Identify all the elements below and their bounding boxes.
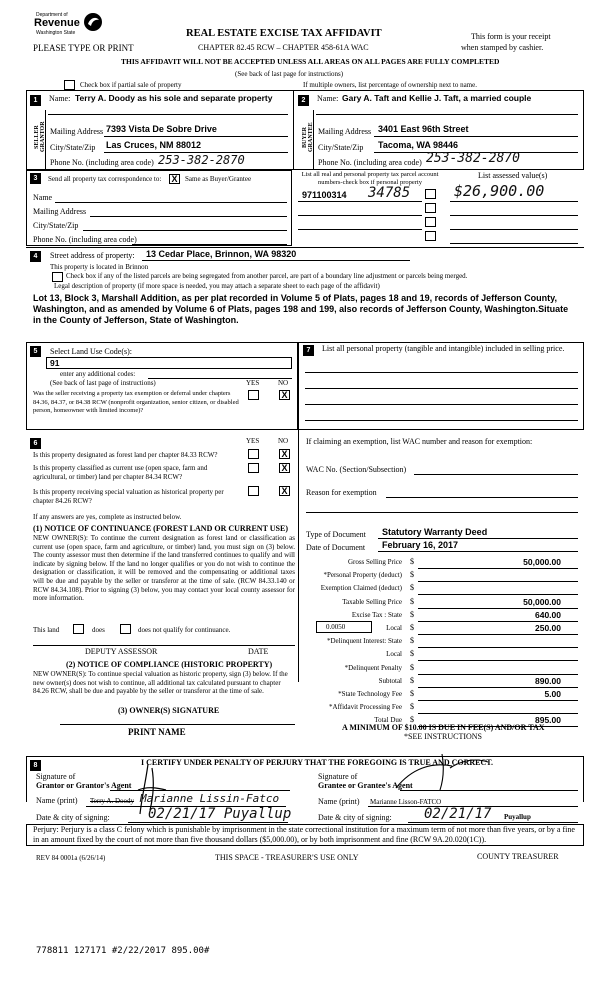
tax-row-dollar: $	[410, 676, 414, 685]
s6-yes: YES	[246, 437, 260, 445]
grantee-name-label: Name (print)	[318, 797, 360, 806]
seller-mailing[interactable]: 7393 Vista De Sobre Drive	[106, 124, 217, 134]
s5-no-checkbox[interactable]: X	[279, 390, 290, 400]
s6-q3-no[interactable]: X	[279, 486, 290, 496]
does-not-checkbox[interactable]	[120, 624, 131, 634]
local-rate: 0.0050	[326, 623, 346, 631]
doc-date[interactable]: February 16, 2017	[382, 540, 459, 550]
s6-no: NO	[278, 437, 289, 445]
s6-q2: Is this property classified as current use (open space, farm and agricultural, or timber) land per chapter 84.34 RCW?	[33, 464, 208, 481]
logo-line-1: Department of	[36, 12, 68, 18]
tax-row-dollar: $	[410, 702, 414, 711]
certify-statement: I CERTIFY UNDER PENALTY OF PERJURY THAT THE FOREGOING IS TRUE AND CORRECT.	[141, 758, 494, 767]
please-type: PLEASE TYPE OR PRINT	[33, 43, 134, 53]
legal-desc-label: Legal description of property (if more space is needed, you may attach a separate sheet to each page of the affidavit)	[54, 282, 380, 290]
tax-row-dollar: $	[410, 663, 414, 672]
tax-row-label: Excise Tax : State	[351, 611, 402, 619]
grantor-name-typed: Terry A. Doody	[90, 797, 135, 805]
land-use-code-field[interactable]	[46, 357, 292, 369]
tax-row-line	[418, 594, 578, 595]
s5-no: NO	[278, 379, 289, 387]
grantor-sig-label-2: Grantor or Grantor's Agent	[36, 781, 132, 790]
tax-row-label: *Affidavit Processing Fee	[329, 703, 402, 711]
seller-mailing-label: Mailing Address	[50, 127, 104, 136]
doc-type-label: Type of Document	[306, 530, 366, 539]
parcel-hand[interactable]: 34785	[368, 185, 411, 201]
logo-line-2: Revenue	[34, 17, 80, 29]
deputy-date: DATE	[248, 647, 269, 656]
section-3-number: 3	[30, 173, 41, 184]
tax-row-line	[418, 634, 578, 635]
grantee-sig-label-1: Signature of	[318, 772, 358, 781]
tax-row-dollar: $	[410, 623, 414, 632]
tax-row-dollar: $	[410, 597, 414, 606]
parcel-pp-checkbox-3[interactable]	[425, 217, 436, 227]
send-correspondence-label: Send all property tax correspondence to:	[48, 175, 162, 183]
seller-phone-label: Phone No. (including area code)	[50, 158, 154, 167]
section-2-number: 2	[298, 95, 309, 106]
section-5-number: 5	[30, 346, 41, 357]
s5-yes-checkbox[interactable]	[248, 390, 259, 400]
section-7-box	[298, 342, 584, 430]
cashier-stamp: 778811 127171 #2/22/2017 895.00#	[36, 946, 210, 956]
tax-row-line	[418, 713, 578, 714]
revenue-logo	[30, 8, 110, 42]
seller-name-label: Name:	[49, 94, 71, 103]
this-land-label: This land	[33, 626, 60, 634]
tax-row-label: Total Due	[374, 716, 402, 724]
s3-city-label: City/State/Zip	[33, 221, 79, 230]
tax-row-value[interactable]: 250.00	[535, 623, 561, 633]
tax-row-dollar: $	[410, 715, 414, 724]
tax-row-line	[418, 608, 578, 609]
tax-row-label: *State Technology Fee	[338, 690, 402, 698]
segregated-checkbox[interactable]	[52, 272, 63, 282]
s3-name-label: Name	[33, 193, 53, 202]
grantee-signature-icon	[392, 748, 492, 792]
personal-property-label: List all personal property (tangible and intangible) included in selling price.	[322, 344, 565, 353]
tax-row-value[interactable]: 895.00	[535, 715, 561, 725]
section-6-number: 6	[30, 438, 41, 449]
tax-row-value[interactable]: 5.00	[544, 689, 561, 699]
revenue-emblem-icon	[82, 11, 104, 33]
tax-row-value[interactable]: 890.00	[535, 676, 561, 686]
treasurer-space: THIS SPACE - TREASURER'S USE ONLY	[215, 853, 359, 862]
multiple-owners-note: If multiple owners, list percentage of ownership next to name.	[303, 81, 477, 89]
parcel-pp-checkbox-4[interactable]	[425, 231, 436, 241]
grantor-name-hand[interactable]: Marianne Lissin-Fatco	[140, 792, 280, 805]
tax-row-line	[418, 700, 578, 701]
minimum-due: A MINIMUM OF $10.00 IS DUE IN FEE(S) AND/OR TAX	[342, 723, 545, 732]
tax-row-label: *Delinquent Penalty	[344, 664, 402, 672]
tax-row-line	[418, 660, 578, 661]
buyer-mailing-label: Mailing Address	[318, 127, 372, 136]
grantee-name[interactable]: Marianne Lisson-FATCO	[370, 798, 442, 806]
s6-q1-no[interactable]: X	[279, 449, 290, 459]
buyer-mailing[interactable]: 3401 East 96th Street	[378, 124, 469, 134]
tax-row-line	[418, 621, 578, 622]
grantee-date-hand[interactable]: 02/21/17	[424, 806, 492, 822]
see-back-line: (See back of last page for instructions)	[235, 70, 344, 78]
not-accepted-line: THIS AFFIDAVIT WILL NOT BE ACCEPTED UNLESS ALL AREAS ON ALL PAGES ARE FULLY COMPLETED	[121, 57, 500, 66]
grantee-city: Puyallup	[504, 813, 531, 821]
tax-row-line	[418, 568, 578, 569]
buyer-name[interactable]: Gary A. Taft and Kellie J. Taft, a married couple	[342, 93, 532, 103]
tax-row-line	[418, 674, 578, 675]
form-title: REAL ESTATE EXCISE TAX AFFIDAVIT	[186, 28, 382, 39]
land-use-label: Select Land Use Code(s):	[50, 347, 132, 356]
tax-row-dollar: $	[410, 610, 414, 619]
wac-label: WAC No. (Section/Subsection)	[306, 465, 407, 474]
s6-q2-yes[interactable]	[248, 463, 259, 473]
legal-description[interactable]: Lot 13, Block 3, Marshall Addition, as per plat recorded in Volume 5 of Plats, pages 18 and 19, records of Jefferson County, Washington, and as amended by Volume 6 of Plats, pages 198 and 199, also records of Jefferson County, Washington.Situate in the County of Jefferson, State of Washington.	[33, 293, 569, 325]
exemption-label: If claiming an exemption, list WAC number and reason for exemption:	[306, 437, 533, 446]
partial-sale-checkbox[interactable]	[64, 80, 75, 90]
s5-yes: YES	[246, 379, 260, 387]
receipt-line-2: when stamped by cashier.	[461, 43, 544, 52]
section-4-number: 4	[30, 251, 41, 262]
tax-row-label: Local	[386, 624, 402, 632]
buyer-phone-label: Phone No. (including area code)	[318, 158, 422, 167]
tax-row-label: *Delinquent Interest: State	[326, 637, 402, 645]
tax-row-dollar: $	[410, 636, 414, 645]
section-1-number: 1	[30, 95, 41, 106]
buyer-phone[interactable]: 253-382-2870	[426, 151, 520, 166]
tax-row-dollar: $	[410, 649, 414, 658]
grantee-date-label: Date & city of signing:	[318, 813, 392, 822]
tax-row-label: Local	[386, 650, 402, 658]
form-number: REV 84 0001a (6/26/14)	[36, 854, 106, 862]
parcel-pp-checkbox-1[interactable]	[425, 189, 436, 199]
tax-row-line	[418, 687, 578, 688]
buyer-side-label: BUYER GRANTEE	[302, 122, 314, 152]
s6-q3: Is this property receiving special valuation as historical property per chapter 84.26 RCW?	[33, 488, 224, 505]
same-as-buyer-label: Same as Buyer/Grantee	[185, 175, 252, 183]
county-treasurer: COUNTY TREASURER	[477, 852, 559, 861]
see-instructions: *SEE INSTRUCTIONS	[404, 732, 483, 741]
grantee-sig-label-2: Grantee or Grantee's Agent	[318, 781, 413, 790]
reason-label: Reason for exemption	[306, 488, 377, 497]
additional-codes-label: enter any additional codes:	[60, 370, 136, 378]
section-8-number: 8	[30, 760, 41, 771]
tax-row-dollar: $	[410, 583, 414, 592]
does-checkbox[interactable]	[73, 624, 84, 634]
s6-q1: Is this property designated as forest land per chapter 84.33 RCW?	[33, 451, 218, 459]
compliance-title: (2) NOTICE OF COMPLIANCE (HISTORIC PROPERTY)	[66, 660, 273, 669]
doc-type[interactable]: Statutory Warranty Deed	[382, 527, 488, 537]
logo-line-3: Washington State	[36, 30, 76, 36]
tax-row-value[interactable]: 640.00	[535, 610, 561, 620]
grantor-name-label: Name (print)	[36, 796, 78, 805]
compliance-text: NEW OWNER(S): To continue special valuation as historic property, sign (3) below. If the new owner(s) does not wish to continue, all additional tax calculated pursuant to chapter 84.26 RCW, shall be due and payable by the seller or transferor at the time of sale.	[33, 670, 288, 696]
parcel-pp-checkbox-2[interactable]	[425, 203, 436, 213]
located-in: This property is located in Brinnon	[50, 263, 149, 271]
does-label: does	[92, 626, 105, 634]
receipt-line-1: This form is your receipt	[471, 32, 551, 41]
grantor-sig-label-1: Signature of	[36, 772, 76, 781]
tax-row-value[interactable]: 50,000.00	[523, 557, 561, 567]
street-label: Street address of property:	[50, 251, 135, 260]
tax-row-line	[418, 581, 578, 582]
tax-row-dollar: $	[410, 557, 414, 566]
seller-phone[interactable]: 253-382-2870	[158, 153, 245, 167]
s3-phone-label: Phone No. (including area code)	[33, 235, 137, 244]
deputy-assessor: DEPUTY ASSESSOR	[85, 647, 158, 656]
s6-if-yes: If any answers are yes, complete as instructed below.	[33, 513, 182, 521]
seller-name[interactable]: Terry A. Doody as his sole and separate property	[75, 93, 273, 103]
same-as-buyer-checkbox[interactable]: X	[169, 174, 180, 184]
partial-sale-label: Check box if partial sale of property	[80, 81, 182, 89]
s3-mailing-label: Mailing Address	[33, 207, 87, 216]
chapter-line: CHAPTER 82.45 RCW – CHAPTER 458-61A WAC	[198, 43, 369, 52]
assessed-value[interactable]: $26,900.00	[454, 182, 545, 200]
tax-row-label: *Personal Property (deduct)	[323, 571, 402, 579]
tax-row-label: Subtotal	[378, 677, 402, 685]
parcel-number[interactable]: 971100314	[302, 190, 347, 200]
tax-row-value[interactable]: 50,000.00	[523, 597, 561, 607]
perjury-text: Perjury: Perjury is a class C felony which is punishable by imprisonment in the state correctional institution for a maximum term of not more than five years, or by a fine in an amount fixed by the court of not more than five thousand dollars ($5,000.00), or by both imprisonment and fine (RCW 9A.20.020(1C)).	[33, 825, 575, 844]
section-7-number: 7	[303, 345, 314, 356]
s5-see-back: (See back of last page of instructions)	[50, 379, 156, 387]
seller-city-label: City/State/Zip	[50, 143, 96, 152]
owner-signature-label: (3) OWNER(S) SIGNATURE	[118, 706, 220, 715]
tax-row-label: Gross Selling Price	[347, 558, 402, 566]
buyer-city-label: City/State/Zip	[318, 143, 364, 152]
grantor-date-hand[interactable]: 02/21/17 Puyallup	[148, 806, 292, 822]
print-name-label: PRINT NAME	[128, 727, 186, 737]
land-use-code[interactable]: 91	[50, 358, 60, 368]
buyer-city[interactable]: Tacoma, WA 98446	[378, 140, 459, 150]
tax-row-label: Exemption Claimed (deduct)	[320, 584, 402, 592]
does-not-label: does not qualify for continuance.	[138, 626, 231, 634]
continuance-title: (1) NOTICE OF CONTINUANCE (FOREST LAND OR CURRENT USE)	[33, 524, 288, 533]
segregated-label: Check box if any of the listed parcels are being segregated from another parcel, are part of a boundary line adjustment or parcels being merged.	[66, 272, 468, 280]
tax-row-dollar: $	[410, 570, 414, 579]
s6-q2-no[interactable]: X	[279, 463, 290, 473]
s6-q3-yes[interactable]	[248, 486, 259, 496]
street-address[interactable]: 13 Cedar Place, Brinnon, WA 98320	[146, 249, 297, 259]
doc-date-label: Date of Document	[306, 543, 366, 552]
assessed-header: List assessed value(s)	[478, 171, 548, 180]
parcel-header: List all real and personal property tax parcel account numbers-check box if personal property	[301, 171, 439, 186]
grantor-date-label: Date & city of signing:	[36, 813, 110, 822]
tax-row-label: Taxable Selling Price	[342, 598, 402, 606]
seller-side-label: SELLER GRANTOR	[34, 121, 46, 153]
seller-city[interactable]: Las Cruces, NM 88012	[106, 140, 202, 150]
tax-row-dollar: $	[410, 689, 414, 698]
continuance-text: NEW OWNER(S): To continue the current designation as forest land or classification as current use (open space, farm and agriculture, or timber) land, you must sign on (3) below. The county assessor must then determine if the land transferred continues to qualify and will indicate by signing below. If the land no longer qualifies or you do not wish to continue the designation or classification, it will be removed and the compensating or additional taxes will be due and payable by the seller or transferor at the time of sale. (RCW 84.33.140 or RCW 84.34.108). Prior to signing (3) below, you may contact your local county assessor for more information.	[33, 534, 295, 603]
s6-q1-yes[interactable]	[248, 449, 259, 459]
buyer-name-label: Name:	[317, 94, 339, 103]
tax-row-line	[418, 647, 578, 648]
s5-question: Was the seller receiving a property tax exemption or deferral under chapters 84.36, 84.37, or 84.38 RCW (nonprofit organization, senior citizen, or disabled person, homeowner with limited income)?	[33, 390, 239, 414]
